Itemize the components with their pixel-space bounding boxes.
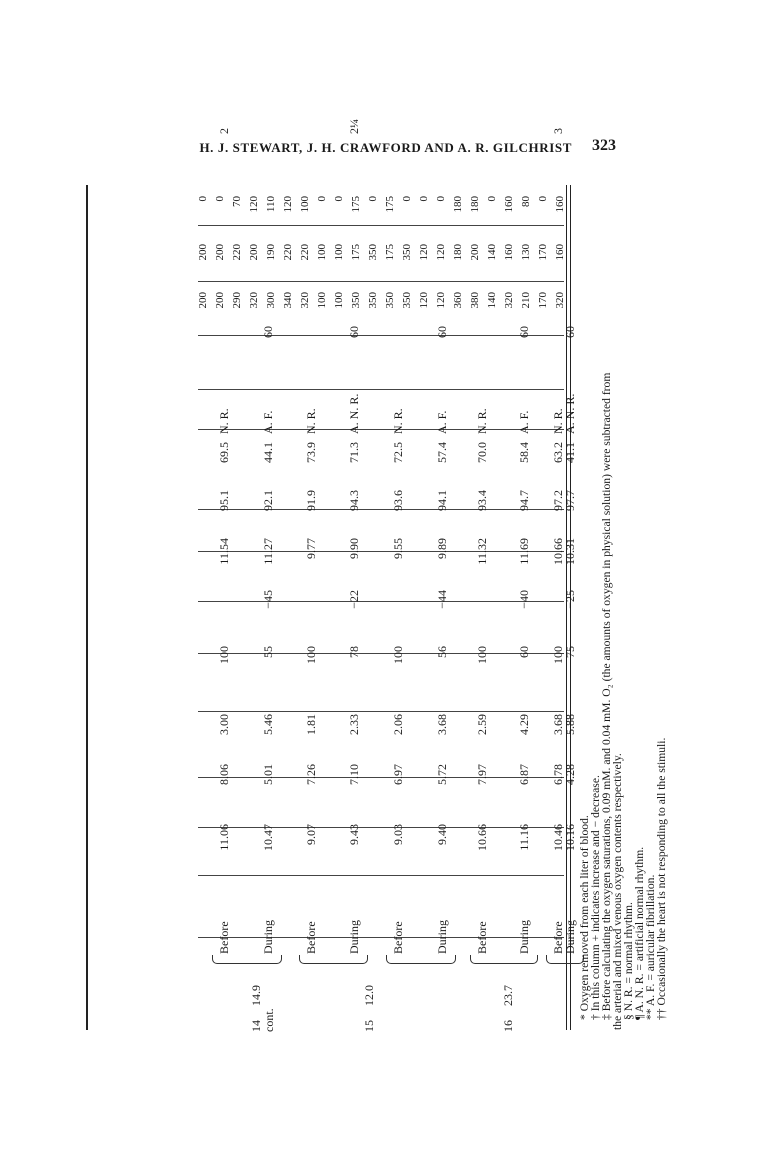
table-cell-rhythm: A. F.	[517, 410, 531, 434]
triple-cell-b: 200	[214, 244, 226, 261]
table-cell-rhythm: N. R.	[551, 408, 565, 434]
table-cell-c8: 69.5	[217, 442, 231, 463]
table-cell-c7: 92.1	[261, 490, 275, 511]
triple-cell-c: 70	[231, 196, 243, 207]
table-cell-rhythm: N. R.	[217, 408, 231, 434]
column-separator	[198, 827, 564, 828]
table-cell-last: 3	[551, 128, 565, 134]
table-cell-rhythm: A. F.	[261, 410, 275, 434]
footnote-line: § N. R. = normal rhythm.	[622, 902, 635, 1020]
triple-cell-a: 290	[231, 292, 243, 309]
row-brace	[299, 955, 368, 964]
triple-cell-c: 110	[265, 196, 277, 213]
triple-cell-b: 200	[197, 244, 209, 261]
table-cell-c3: 4.29	[517, 714, 531, 735]
table-cell-c8: 57.4	[435, 442, 449, 463]
triple-cell-c: 0	[418, 196, 430, 202]
row-brace	[386, 955, 456, 964]
table-cell-c2: 6.78	[551, 764, 565, 785]
table-cell-c4: 100	[475, 646, 489, 664]
column-separator	[198, 653, 564, 654]
footnote-line: ‡ Before calculating the oxygen saturations, 0.09 mM. and 0.04 mM. O₂ (the amounts of oxygen in physical solution) were subtracted from	[600, 372, 613, 1020]
table-cell-c8: 63.2	[551, 442, 565, 463]
table-cell-rate: 60	[435, 326, 449, 338]
table-cell-rate: 60	[261, 326, 275, 338]
triple-cell-b: 120	[418, 244, 430, 261]
group-value: 12.0	[362, 985, 376, 1006]
table-cell-rhythm: N. R.	[475, 408, 489, 434]
table-cell-c6: 11.54	[217, 538, 231, 565]
triple-cell-c: 0	[367, 196, 379, 202]
triple-cell-b: 200	[248, 244, 260, 261]
triple-cell-b: 220	[282, 244, 294, 261]
triple-cell-a: 320	[503, 292, 515, 309]
table-cell-c4: 56	[435, 646, 449, 658]
table-cell-period: Before	[391, 921, 405, 954]
experiment-number: 16	[501, 1020, 515, 1032]
triple-cell-a: 120	[435, 292, 447, 309]
triple-cell-c: 80	[520, 196, 532, 207]
triple-cell-c: 0	[537, 196, 549, 202]
table-cell-c8: 41.1	[563, 442, 577, 463]
table-cell-c8: 73.9	[304, 442, 318, 463]
triple-cell-c: 100	[299, 196, 311, 213]
table-cell-c1: 9.40	[435, 824, 449, 845]
triple-cell-a: 320	[554, 292, 566, 309]
table-cell-last: 2¼	[347, 119, 361, 134]
table-cell-c6: 11.69	[517, 538, 531, 565]
experiment-number: 14	[249, 1020, 263, 1032]
triple-cell-a: 170	[537, 292, 549, 309]
table-cell-rhythm: A. F.	[435, 410, 449, 434]
column-separator	[198, 875, 564, 876]
page-number: 323	[592, 137, 616, 154]
triple-cell-a: 200	[214, 292, 226, 309]
triple-cell-a: 380	[469, 292, 481, 309]
table-cell-c3: 3.00	[217, 714, 231, 735]
column-separator	[198, 551, 564, 552]
table-cell-c1: 10.66	[475, 824, 489, 851]
table-cell-c6: 11.27	[261, 538, 275, 565]
footnote-line: †† Occasionally the heart is not responding to all the stimuli.	[655, 737, 668, 1020]
table-cell-c8: 58.4	[517, 442, 531, 463]
triple-cell-a: 350	[384, 292, 396, 309]
triple-cell-b: 220	[231, 244, 243, 261]
triple-cell-c: 160	[554, 196, 566, 213]
table-cell-last: 2	[217, 128, 231, 134]
table-cell-c4: 100	[304, 646, 318, 664]
table-cell-c5: −40	[517, 590, 531, 609]
triple-cell-a: 350	[367, 292, 379, 309]
triple-cell-c: 0	[333, 196, 345, 202]
footnote-line: ¶ A. N. R. = artificial normal rhythm.	[633, 846, 646, 1020]
footnote-line: the arterial and mixed venous oxygen contents respectively.	[611, 753, 624, 1030]
table-cell-c1: 9.43	[347, 824, 361, 845]
column-separator	[198, 429, 564, 430]
table-cell-c3: 3.68	[551, 714, 565, 735]
table-cell-period: During	[261, 920, 275, 954]
table-cell-c1: 9.03	[391, 824, 405, 845]
table-cell-c2: 7.26	[304, 764, 318, 785]
triple-cell-b: 350	[401, 244, 413, 261]
table-cell-c2: 7.10	[347, 764, 361, 785]
table-cell-c4: 75	[563, 646, 577, 658]
table-cell-c3: 5.88	[563, 714, 577, 735]
table-cell-c4: 100	[217, 646, 231, 664]
table-cell-c7: 94.3	[347, 490, 361, 511]
triple-cell-c: 175	[350, 196, 362, 213]
table-cell-c6: 10.31	[563, 538, 577, 565]
table-cell-rhythm: N. R.	[304, 408, 318, 434]
table-cell-rate: 60	[517, 326, 531, 338]
triple-cell-c: 0	[401, 196, 413, 202]
group-value: 14.9	[249, 985, 263, 1006]
triple-cell-c: 0	[197, 196, 209, 202]
table-cell-c5: −44	[435, 590, 449, 609]
triple-cell-b: 220	[299, 244, 311, 261]
table-cell-c4: 55	[261, 646, 275, 658]
table-cell-c1: 10.46	[551, 824, 565, 851]
running-head: H. J. STEWART, J. H. CRAWFORD AND A. R. GILCHRIST	[199, 140, 572, 155]
group-value: 23.7	[501, 985, 515, 1006]
table-cell-c3: 5.46	[261, 714, 275, 735]
column-separator	[198, 335, 564, 336]
table-cell-c1: 10.47	[261, 824, 275, 851]
triple-cell-c: 0	[316, 196, 328, 202]
row-brace	[212, 955, 282, 964]
triple-cell-a: 210	[520, 292, 532, 309]
table-cell-c7: 93.6	[391, 490, 405, 511]
table-cell-c8: 71.3	[347, 442, 361, 463]
triple-cell-a: 320	[299, 292, 311, 309]
triple-cell-b: 190	[265, 244, 277, 261]
table-cell-c5: −45	[261, 590, 275, 609]
continued-label: cont.	[262, 1008, 276, 1032]
triple-cell-b: 175	[384, 244, 396, 261]
triple-cell-a: 320	[248, 292, 260, 309]
table-cell-c2: 6.97	[391, 764, 405, 785]
triple-cell-c: 120	[248, 196, 260, 213]
table-cell-c2: 5.72	[435, 764, 449, 785]
table-cell-period: Before	[475, 921, 489, 954]
triple-cell-a: 140	[486, 292, 498, 309]
table-cell-c1: 10.16	[563, 824, 577, 851]
triple-cell-c: 175	[384, 196, 396, 213]
table-cell-period: Before	[217, 921, 231, 954]
triple-cell-c: 120	[282, 196, 294, 213]
triple-cell-b: 140	[486, 244, 498, 261]
column-separator	[198, 225, 564, 226]
triple-cell-b: 130	[520, 244, 532, 261]
column-separator	[198, 281, 564, 282]
table-top-rule	[86, 185, 88, 1030]
triple-cell-b: 200	[469, 244, 481, 261]
table-cell-period: Before	[551, 921, 565, 954]
footnote-line: † In this column + indicates increase and − decrease.	[589, 775, 602, 1020]
table-cell-c1: 11.16	[517, 824, 531, 851]
table-cell-c3: 2.59	[475, 714, 489, 735]
triple-cell-a: 120	[418, 292, 430, 309]
table-cell-period: During	[347, 920, 361, 954]
column-separator	[198, 509, 564, 510]
table-cell-c3: 1.81	[304, 714, 318, 735]
table-cell-c6: 9.89	[435, 538, 449, 559]
table-cell-c4: 78	[347, 646, 361, 658]
column-separator	[198, 777, 564, 778]
table-cell-c4: 60	[517, 646, 531, 658]
triple-cell-a: 100	[333, 292, 345, 309]
column-separator	[198, 389, 564, 390]
table-cell-c3: 2.33	[347, 714, 361, 735]
triple-cell-c: 180	[452, 196, 464, 213]
table-cell-rhythm: A. N. R.	[347, 393, 361, 434]
table-cell-c4: 100	[551, 646, 565, 664]
triple-cell-a: 360	[452, 292, 464, 309]
table-cell-c8: 44.1	[261, 442, 275, 463]
column-separator	[198, 711, 564, 712]
table-cell-c6: 11.32	[475, 538, 489, 565]
table-cell-c2: 5.01	[261, 764, 275, 785]
table-cell-rhythm: A. N. R.	[563, 393, 577, 434]
table-cell-c1: 9.07	[304, 824, 318, 845]
triple-cell-b: 175	[350, 244, 362, 261]
triple-cell-b: 120	[435, 244, 447, 261]
table-cell-c2: 8.06	[217, 764, 231, 785]
table-cell-period: Before	[304, 921, 318, 954]
table-cell-period: During	[517, 920, 531, 954]
table-cell-c6: 9.55	[391, 538, 405, 559]
triple-cell-a: 340	[282, 292, 294, 309]
table-cell-c1: 11.06	[217, 824, 231, 851]
triple-cell-a: 200	[197, 292, 209, 309]
table-cell-c2: 7.97	[475, 764, 489, 785]
table-cell-c7: 97.2	[551, 490, 565, 511]
triple-cell-a: 350	[350, 292, 362, 309]
table-cell-c8: 70.0	[475, 442, 489, 463]
table-cell-rate: 60	[563, 326, 577, 338]
triple-cell-b: 180	[452, 244, 464, 261]
table-cell-period: During	[563, 920, 577, 954]
table-cell-c2: 4.28	[563, 764, 577, 785]
table-cell-c8: 72.5	[391, 442, 405, 463]
triple-cell-b: 170	[537, 244, 549, 261]
row-brace	[470, 955, 538, 964]
table-cell-c7: 91.9	[304, 490, 318, 511]
column-separator	[198, 601, 564, 602]
triple-cell-b: 350	[367, 244, 379, 261]
table-cell-c7: 94.7	[517, 490, 531, 511]
table-cell-c7: 93.4	[475, 490, 489, 511]
triple-cell-a: 300	[265, 292, 277, 309]
triple-cell-b: 100	[333, 244, 345, 261]
triple-cell-c: 180	[469, 196, 481, 213]
triple-cell-b: 160	[554, 244, 566, 261]
table-cell-c4: 100	[391, 646, 405, 664]
footnote-line: ** A. F. = auricular fibrillation.	[644, 874, 657, 1020]
table-cell-c2: 6.87	[517, 764, 531, 785]
table-cell-rate: 60	[347, 326, 361, 338]
table-cell-c5: −25	[563, 590, 577, 609]
footnote-line: * Oxygen removed from each liter of blood.	[578, 815, 591, 1020]
triple-cell-c: 0	[214, 196, 226, 202]
table-cell-c6: 9.77	[304, 538, 318, 559]
triple-cell-b: 100	[316, 244, 328, 261]
triple-cell-c: 0	[435, 196, 447, 202]
triple-cell-c: 0	[486, 196, 498, 202]
table-cell-c6: 9.90	[347, 538, 361, 559]
table-cell-c3: 3.68	[435, 714, 449, 735]
table-cell-c7: 94.1	[435, 490, 449, 511]
table-cell-c5: −22	[347, 590, 361, 609]
table-cell-c6: 10.66	[551, 538, 565, 565]
table-cell-rhythm: N. R.	[391, 408, 405, 434]
triple-cell-c: 160	[503, 196, 515, 213]
table-cell-c3: 2.06	[391, 714, 405, 735]
table-cell-c7: 95.1	[217, 490, 231, 511]
table-cell-period: During	[435, 920, 449, 954]
table-cell-c7: 97.7	[563, 490, 577, 511]
triple-cell-a: 100	[316, 292, 328, 309]
column-separator	[198, 937, 564, 938]
triple-cell-b: 160	[503, 244, 515, 261]
triple-cell-a: 350	[401, 292, 413, 309]
experiment-number: 15	[362, 1020, 376, 1032]
